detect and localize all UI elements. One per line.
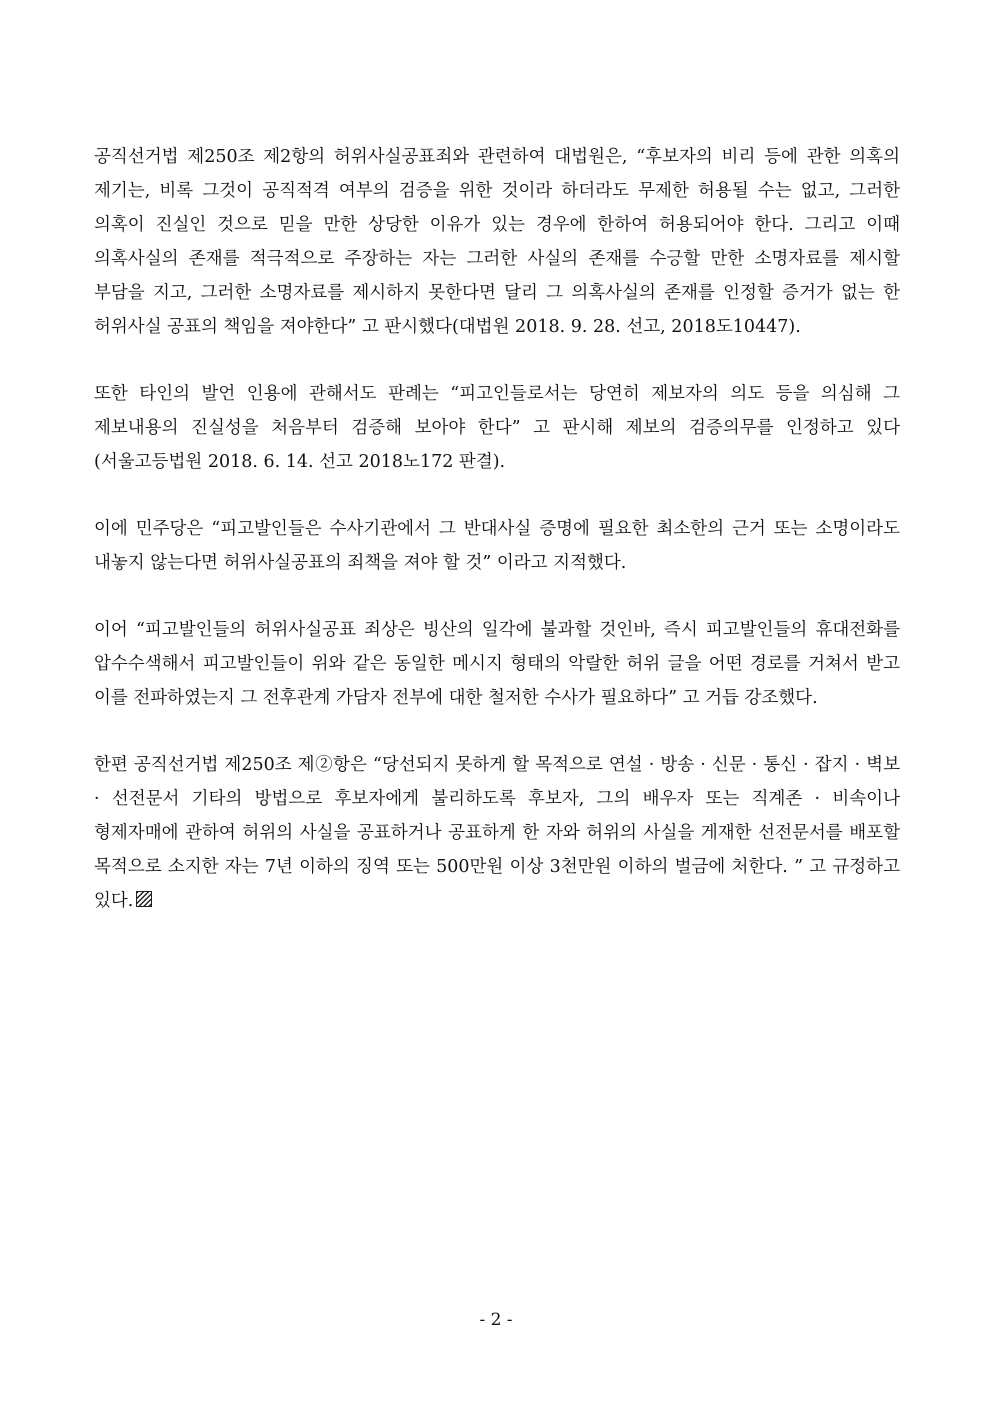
paragraph-quotation-verification: 또한 타인의 발언 인용에 관해서도 판례는 “피고인들로서는 당연히 제보자의 의도 등을 의심해 그 제보내용의 진실성을 처음부터 검증해 보아야 한다” 고 판시해 제보의 검증의무를 인정하고 있다(서울고등법원 2018. 6. 14. 선고 2018노172 판결).	[94, 384, 900, 472]
end-mark-icon	[136, 891, 152, 907]
paragraph-democratic-party-statement: 이에 민주당은 “피고발인들은 수사기관에서 그 반대사실 증명에 필요한 최소한의 근거 또는 소명이라도 내놓지 않는다면 허위사실공표의 죄책을 져야 할 것” 이라고 지적했다.	[94, 519, 900, 573]
document-body	[94, 140, 900, 951]
paragraph-article-250-text: 한편 공직선거법 제250조 제②항은 “당선되지 못하게 할 목적으로 연설 · 방송 · 신문 · 통신 · 잡지 · 벽보 · 선전문서 기타의 방법으로 후보자에게 불리하도록 후보자, 그의 배우자 또는 직계존 · 비속이나 형제자매에 관하여 허위의 사실을 공표하거나 공표하게 한 자와 허위의 사실을 게재한 선전문서를 배포할 목적으로 소지한 자는 7년 이하의 징역 또는 500만원 이상 3천만원 이하의 벌금에 처한다. ” 고 규정하고 있다.	[94, 755, 900, 911]
paragraph-article-250	[94, 748, 900, 918]
page-number: - 2 -	[479, 1310, 513, 1330]
paragraph-election-law-supreme-court: 공직선거법 제250조 제2항의 허위사실공표죄와 관련하여 대법원은, “후보자의 비리 등에 관한 의혹의 제기는, 비록 그것이 공직적격 여부의 검증을 위한 것이라 하더라도 무제한 허용될 수는 없고, 그러한 의혹이 진실인 것으로 믿을 만한 상당한 이유가 있는 경우에 한하여 허용되어야 한다. 그리고 이때 의혹사실의 존재를 적극적으로 주장하는 자는 그러한 사실의 존재를 수긍할 만한 소명자료를 제시할 부담을 지고, 그러한 소명자료를 제시하지 못한다면 달리 그 의혹사실의 존재를 인정할 증거가 없는 한 허위사실 공표의 책임을 져야한다” 고 판시했다(대법원 2018. 9. 28. 선고, 2018도10447).	[94, 147, 900, 337]
paragraph-investigation-demand: 이어 “피고발인들의 허위사실공표 죄상은 빙산의 일각에 불과할 것인바, 즉시 피고발인들의 휴대전화를 압수수색해서 피고발인들이 위와 같은 동일한 메시지 형태의 악랄한 허위 글을 어떤 경로를 거쳐서 받고 이를 전파하였는지 그 전후관계 가담자 전부에 대한 철저한 수사가 필요하다” 고 거듭 강조했다.	[94, 620, 900, 708]
